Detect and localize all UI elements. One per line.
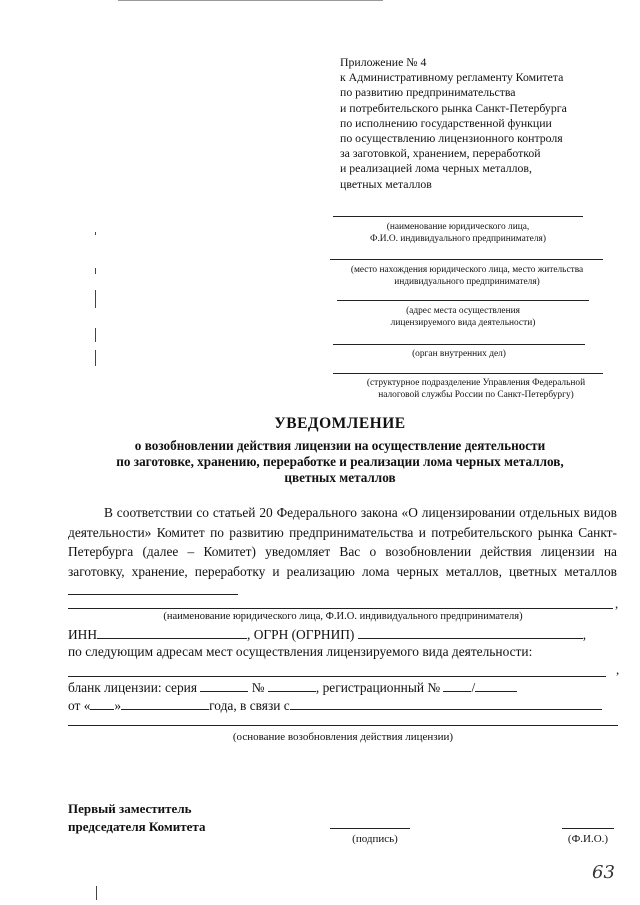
fio-caption: (Ф.И.О.) [567, 833, 609, 845]
issue-date-line: от « » года, в связи с [68, 698, 602, 714]
license-series-field[interactable] [200, 680, 248, 692]
scan-speck [96, 886, 97, 900]
reg-number-field[interactable] [443, 680, 471, 692]
licensee-name-field[interactable] [68, 583, 238, 595]
tax-caption: (структурное подразделение Управления Федеральной налоговой службы России по Санкт-Петербургу) [366, 378, 586, 400]
scan-speck [95, 328, 96, 342]
addresses-field[interactable] [68, 676, 606, 677]
notice-subtitle: о возобновлении действия лицензии на осуществление деятельности по заготовке, хранению, переработке и реализации лома черных металлов, цветных металлов [116, 438, 564, 485]
licensee-name-line [68, 608, 613, 609]
appendix-line: цветных металлов [340, 176, 432, 191]
inn-ogrn-line: ИНН , ОГРН (ОГРНИП) , [68, 627, 587, 642]
police-caption: (орган внутренних дел) [412, 349, 506, 359]
signature-caption: (подпись) [352, 833, 398, 845]
notice-body: В соответствии со статьей 20 Федерального закона «О лицензировании отдельных видов деятельности» Комитет по развитию предпринимательства и потребительского рынка Санкт-Петербурга (далее – Комитет) уведомляет Вас о возобновлении действия лицензии на заготовку, хранение, переработку и реализацию лома черных металлов, цветных металлов [68, 503, 617, 601]
scan-top-line [118, 0, 383, 1]
scan-speck [95, 350, 96, 366]
signature-field[interactable] [330, 828, 410, 829]
reg-suffix-field[interactable] [475, 680, 517, 692]
issue-month-field[interactable] [121, 698, 209, 710]
appendix-header [340, 55, 567, 192]
appendix-line: за заготовкой, хранением, переработкой [340, 146, 541, 161]
addresses-label: по следующим адресам мест осуществления лицензируемого вида деятельности: [68, 644, 533, 659]
scan-speck [95, 232, 96, 235]
legal-name-line [333, 216, 583, 217]
license-number-field[interactable] [268, 680, 316, 692]
appendix-line: к Административному регламенту Комитета [340, 70, 564, 85]
scan-speck [95, 268, 96, 274]
location-caption: (место нахождения юридического лица, место жительства индивидуального предпринимателя) [350, 265, 584, 287]
activity-address-caption: (адрес места осуществления лицензируемого вида деятельности) [390, 306, 536, 328]
reason-caption: (основание возобновления действия лицензии) [232, 731, 454, 743]
appendix-line: Приложение № 4 [340, 55, 427, 69]
notice-title: УВЕДОМЛЕНИЕ [274, 415, 406, 432]
license-blank-line: бланк лицензии: серия № , регистрационный № / [68, 680, 517, 696]
scan-speck [95, 290, 96, 308]
reason-field[interactable] [290, 698, 602, 710]
appendix-line: по развитию предпринимательства [340, 85, 516, 100]
police-line [333, 344, 585, 345]
licensee-name-caption: (наименование юридического лица, Ф.И.О. индивидуального предпринимателя) [163, 611, 523, 622]
appendix-line: по осуществлению лицензионного контроля [340, 131, 563, 146]
location-line [330, 259, 603, 260]
ogrn-field[interactable] [358, 627, 583, 639]
inn-label: ИНН [68, 627, 98, 642]
activity-address-line [337, 300, 589, 301]
appendix-line: и реализацией лома черных металлов, [340, 161, 532, 176]
ogrn-label: , ОГРН (ОГРНИП) [247, 627, 355, 642]
issue-day-field[interactable] [90, 698, 114, 710]
inn-field[interactable] [97, 627, 247, 639]
page-number: 63 [592, 862, 615, 883]
signatory-position: Первый заместитель председателя Комитета [68, 801, 206, 834]
reason-line [68, 725, 618, 726]
fio-field[interactable] [562, 828, 614, 829]
appendix-line: по исполнению государственной функции [340, 115, 552, 130]
appendix-line: и потребительского рынка Санкт-Петербурга [340, 100, 567, 115]
legal-name-caption: (наименование юридического лица, Ф.И.О. индивидуального предпринимателя) [370, 222, 546, 244]
tax-line [333, 373, 603, 374]
